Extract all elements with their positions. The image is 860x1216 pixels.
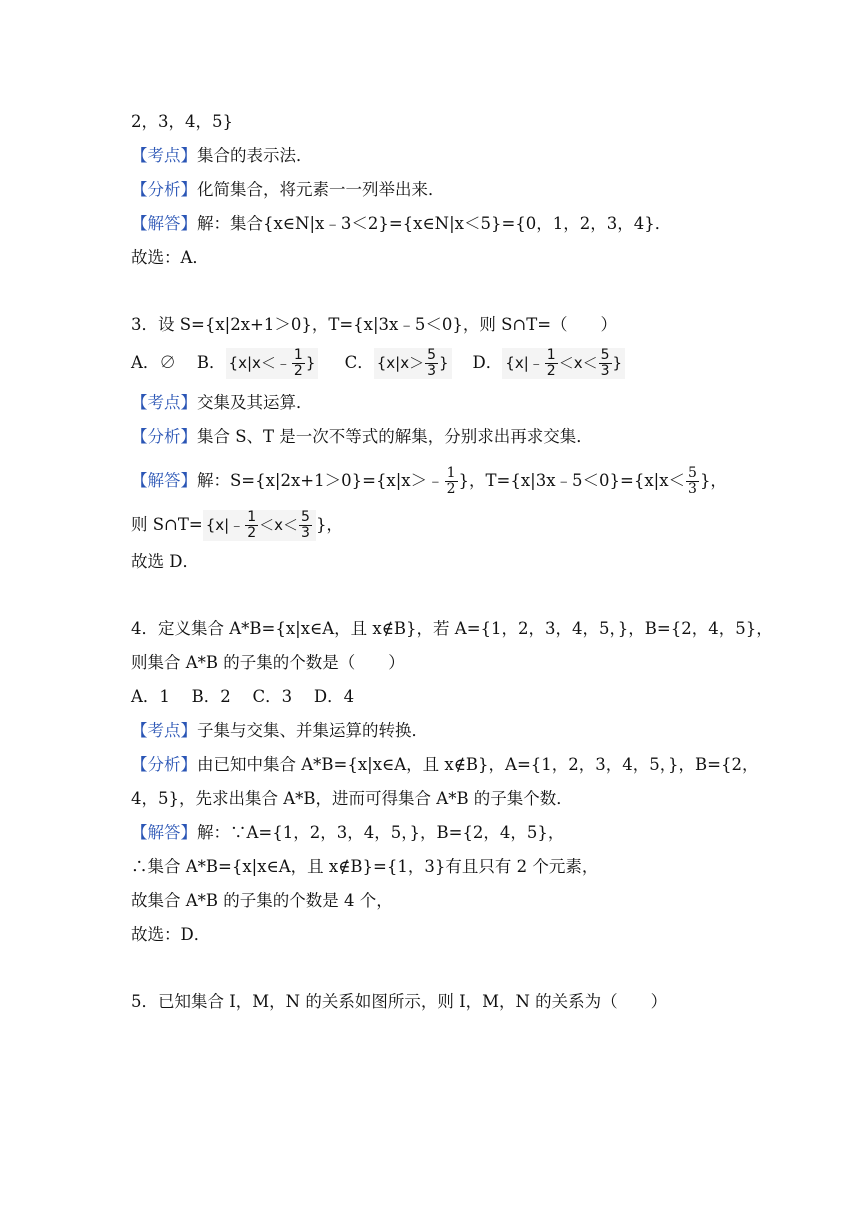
fraction bbox=[545, 348, 558, 379]
q3-option-a: A．∅ bbox=[131, 353, 176, 372]
fraction bbox=[599, 348, 612, 379]
q3-option-d-post: } bbox=[612, 354, 623, 372]
q3-option-b-formula bbox=[226, 348, 319, 379]
fraction-den: 3 bbox=[427, 363, 437, 379]
q3-option-b-post: } bbox=[305, 354, 316, 372]
q3-then-formula bbox=[203, 510, 316, 541]
q3-option-d-pre: {x|﹣ bbox=[505, 354, 544, 372]
q4-answer: 故选：D． bbox=[131, 925, 211, 944]
q5-stem: 5．已知集合 I，M，N 的关系如图所示，则 I，M，N 的关系为（ ） bbox=[131, 992, 668, 1011]
q4-jieda-line2: ∴集合 A*B={x|x∈A，且 x∉B}={1，3}有且只有 2 个元素， bbox=[131, 857, 599, 876]
fraction-den: 2 bbox=[546, 363, 556, 379]
fraction-num: 1 bbox=[293, 347, 303, 363]
jieda-tag: 【解答】 bbox=[131, 214, 197, 233]
q4-stem-line2: 则集合 A*B 的子集的个数是（ ） bbox=[131, 653, 405, 672]
q4-jieda-line3: 故集合 A*B 的子集的个数是 4 个， bbox=[131, 891, 393, 910]
q3-stem: 3．设 S={x|2x+1＞0}，T={x|3x﹣5＜0}，则 S∩T=（ ） bbox=[131, 315, 618, 334]
kaodian-tag: 【考点】 bbox=[131, 721, 197, 740]
q2-fenxi-text: 化简集合，将元素一一列举出来． bbox=[197, 180, 445, 199]
q3-kaodian-text: 交集及其运算． bbox=[197, 393, 313, 412]
fraction bbox=[245, 510, 258, 541]
q4-fenxi-line2: 4，5}，先求出集合 A*B，进而可得集合 A*B 的子集个数． bbox=[131, 789, 573, 808]
fraction bbox=[292, 348, 305, 379]
fraction-den: 2 bbox=[247, 525, 257, 541]
q2-fenxi bbox=[131, 179, 445, 201]
fraction-num: 5 bbox=[427, 347, 437, 363]
q3-then-pre: 则 S∩T= bbox=[131, 515, 203, 534]
q3-then-f-pre: {x|﹣ bbox=[205, 516, 245, 534]
fenxi-tag: 【分析】 bbox=[131, 427, 197, 446]
fraction-den: 3 bbox=[688, 481, 697, 497]
q2-jieda-text: 解：集合{x∈N|x﹣3＜2}={x∈N|x＜5}={0，1，2，3，4}． bbox=[197, 214, 672, 233]
q2-answer: 故选：A． bbox=[131, 248, 209, 267]
q3-jieda bbox=[131, 466, 727, 497]
fraction bbox=[299, 510, 312, 541]
fraction-num: 1 bbox=[446, 465, 456, 481]
jieda-tag: 【解答】 bbox=[131, 823, 197, 842]
fenxi-tag: 【分析】 bbox=[131, 755, 197, 774]
fraction-den: 2 bbox=[293, 363, 303, 379]
q3-option-c-formula bbox=[374, 348, 452, 379]
q3-answer: 故选 D． bbox=[131, 552, 199, 571]
q4-fenxi-line1 bbox=[131, 754, 758, 776]
fraction-den: 2 bbox=[446, 481, 456, 497]
fraction bbox=[445, 466, 458, 497]
q3-option-c-post: } bbox=[439, 354, 449, 372]
q3-jieda-pre: 解：S={x|2x+1＞0}={x|x＞﹣ bbox=[197, 471, 444, 490]
q3-fenxi-text: 集合 S、T 是一次不等式的解集，分别求出再求交集． bbox=[197, 427, 593, 446]
fraction-num: 5 bbox=[688, 465, 697, 481]
fraction-num: 5 bbox=[301, 509, 310, 525]
q4-kaodian-text: 子集与交集、并集运算的转换． bbox=[197, 721, 428, 740]
q2-kaodian bbox=[131, 145, 313, 167]
q4-jieda-line1 bbox=[131, 822, 564, 844]
q3-then-post: }， bbox=[315, 515, 343, 534]
fraction-den: 3 bbox=[600, 363, 610, 379]
q3-fenxi bbox=[131, 426, 593, 448]
q3-option-c-label: C． bbox=[344, 353, 374, 372]
q2-tail: 2，3，4，5} bbox=[131, 112, 233, 131]
q3-option-d-label: D． bbox=[472, 353, 503, 372]
q3-jieda-post: }， bbox=[699, 471, 727, 490]
fraction-den: 3 bbox=[301, 525, 310, 541]
q3-options bbox=[131, 348, 625, 379]
q3-option-d-formula bbox=[502, 348, 625, 379]
fraction-num: 1 bbox=[546, 347, 556, 363]
q3-jieda-result bbox=[131, 510, 343, 541]
kaodian-tag: 【考点】 bbox=[131, 146, 197, 165]
kaodian-tag: 【考点】 bbox=[131, 393, 197, 412]
q3-option-d-mid: ＜x＜ bbox=[558, 354, 598, 372]
q3-option-b-pre: {x|x＜﹣ bbox=[228, 354, 291, 372]
fraction-num: 5 bbox=[600, 347, 610, 363]
q3-then-mid: ＜x＜ bbox=[259, 516, 299, 534]
fraction bbox=[425, 348, 438, 379]
q4-stem-line1: 4．定义集合 A*B={x|x∈A，且 x∉B}，若 A={1，2，3，4，5，}，B={2，4，5}， bbox=[131, 619, 773, 638]
jieda-tag: 【解答】 bbox=[131, 471, 197, 490]
fraction-num: 1 bbox=[247, 509, 257, 525]
fraction bbox=[686, 466, 699, 497]
q4-fenxi-text: 由已知中集合 A*B={x|x∈A，且 x∉B}，A={1，2，3，4，5，}，B={2， bbox=[197, 755, 759, 774]
q3-option-c-pre: {x|x＞ bbox=[376, 354, 425, 372]
q3-jieda-mid: }，T={x|3x﹣5＜0}={x|x＜ bbox=[458, 471, 686, 490]
q3-option-b-label: B． bbox=[196, 353, 226, 372]
q4-jieda-text: 解：∵A={1，2，3，4，5，}，B={2，4，5}， bbox=[197, 823, 565, 842]
q3-kaodian bbox=[131, 392, 313, 414]
q2-kaodian-text: 集合的表示法． bbox=[197, 146, 313, 165]
q4-kaodian bbox=[131, 720, 428, 742]
fenxi-tag: 【分析】 bbox=[131, 180, 197, 199]
q2-jieda bbox=[131, 213, 671, 235]
q4-options: A．1 B．2 C．3 D．4 bbox=[131, 687, 355, 706]
